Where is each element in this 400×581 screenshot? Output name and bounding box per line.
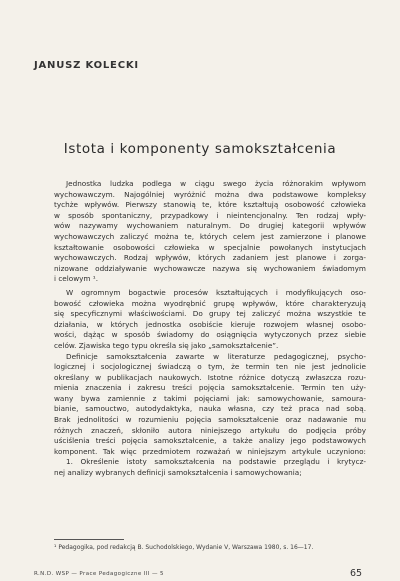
paragraph-4 — [54, 457, 366, 478]
paragraph-1 — [54, 179, 366, 285]
text-line: tychże wpływów. Pierwszy stanowią te, które kształtują osobowość człowieka — [54, 200, 366, 210]
text-line: i celowym ¹. — [54, 274, 99, 284]
text-line: się specyficznymi właściwościami. Do grupy tej zaliczyć można wszystkie te — [54, 309, 366, 319]
text-line: komponent. Tak więc przedmiotem rozważań w niniejszym artykule uczyniono: — [54, 446, 366, 456]
text-line: Definicje samokształcenia zawarte w literaturze pedagogicznej, psycho- — [66, 351, 366, 361]
text-line: Brak jednolitości w rozumieniu pojęcia samokształcenie oraz nadawanie mu — [54, 415, 366, 425]
paragraph-2 — [54, 288, 366, 352]
article-title: Istota i komponenty samokształcenia — [63, 141, 337, 157]
text-line: kształtowanie osobowości człowieka w specjalnie powołanych instytucjach — [54, 242, 366, 252]
text-line: Jednostka ludzka podlega w ciągu swego życia różnorakim wpływom — [66, 179, 366, 188]
text-line: określany w publikacjach naukowych. Istotne różnice dotyczą zwłaszcza rozu- — [54, 372, 366, 382]
text-line: 1. Określenie istoty samokształcenia na podstawie przeglądu i krytycz- — [66, 457, 366, 467]
footnote-divider — [54, 539, 124, 540]
footnote: ¹ Pedagogika, pod redakcją B. Suchodolskiego, Wydanie V, Warszawa 1980, s. 16—17. — [54, 544, 314, 551]
text-line: wości, dążąc w sposób świadomy do osiągnięcia wytyczonych przez siebie — [54, 330, 366, 340]
text-line: nizowane oddziaływanie wychowawcze nazywa się wychowaniem świadomym — [54, 263, 366, 273]
text-line: celów. Zjawiska tego typu określa się jako „samokształcenie”. — [54, 340, 279, 350]
text-line: logicznej i socjologicznej świadczą o tym, że termin ten nie jest jednolicie — [54, 362, 366, 372]
text-line: mienia znaczenia i zakresu treści pojęcia samokształcenie. Termin ten uży- — [54, 383, 366, 393]
text-line: w sposób spontaniczny, przypadkowy i nieintencjonalny. Ten rodzaj wpły- — [54, 210, 366, 220]
text-line: W ogromnym bogactwie procesów kształtujących i modyfikujących oso- — [66, 287, 366, 297]
text-line: uściślenia treści pojęcia samokształcenie, a także analizy jego podstawowych — [54, 436, 366, 446]
text-line: wów nazywamy wychowaniem naturalnym. Do drugiej kategorii wpływów — [54, 221, 366, 231]
article-body — [54, 179, 366, 479]
text-line: bowość człowieka można wyodrębnić grupę wpływów, które charakteryzują — [54, 298, 366, 308]
text-line: działania, w których jednostka osobiście kieruje rozwojem własnej osobo- — [54, 319, 366, 329]
paragraph-3 — [54, 352, 366, 458]
text-line: nej analizy wybranych definicji samokształcenia i samowychowania; — [54, 468, 302, 478]
text-line: różnych znaczeń, skłoniło autora niniejszego artykułu do podjęcia próby — [54, 425, 366, 435]
journal-reference: R.N.D. WSP — Prace Pedagogiczne III — 5 — [34, 571, 164, 577]
text-line: bianie, samouctwo, autodydaktyka, nauka własna, czy też praca nad sobą. — [54, 404, 366, 414]
text-line: wychowawczych. Rodzaj wpływów, których zadaniem jest planowe i zorga- — [54, 253, 366, 263]
page-number: 65 — [350, 568, 363, 579]
text-line: wychowawczym. Najogólniej wyróżnić można dwa podstawowe kompleksy — [54, 189, 366, 199]
author-name: JANUSZ KOLECKI — [34, 60, 139, 71]
text-line: wany bywa zamiennie z takimi pojęciami jak: samowychowanie, samoura- — [54, 393, 366, 403]
text-line: wychowawczych zaliczyć można te, których celem jest zamierzone i planowe — [54, 231, 366, 241]
